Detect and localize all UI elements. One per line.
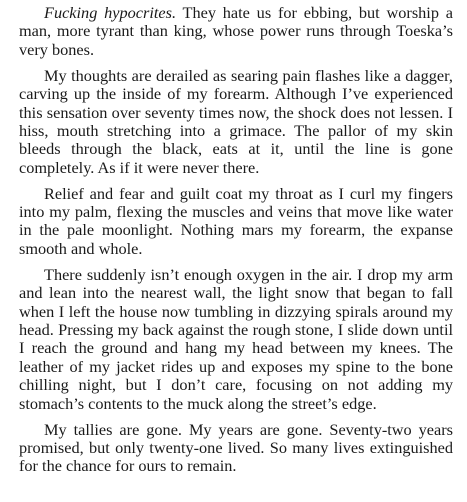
paragraph-1 xyxy=(19,4,453,59)
paragraph-3 xyxy=(19,185,453,259)
paragraph-4 xyxy=(19,266,453,413)
italic-lead: Fucking hypocrites. xyxy=(44,3,177,22)
paragraph-2 xyxy=(19,67,453,177)
paragraph-text: There suddenly isn’t enough oxygen in the air. I drop my arm and lean into the nearest wall, the light snow that began to fall when I left the house now tumbling in dizzying spirals around my head. Pressing my back against the rough stone, I slide down until I reach the ground and hang my head between my knees. The leather of my jacket rides up and exposes my spine to the bone chilling night, but I don’t care, focusing on not adding my stomach’s contents to the muck along the street’s edge. xyxy=(19,264,453,413)
paragraph-text: My thoughts are derailed as searing pain flashes like a dagger, carving up the inside of my forearm. Although I’ve experienced this sensation over seventy times now, the shock does not lessen. I hiss, mouth stretching into a grimace. The pallor of my skin bleeds through the black, eats at it, until the line is gone completely. As if it were never there. xyxy=(19,65,453,177)
paragraph-text: My tallies are gone. My years are gone. Seventy-two years promised, but only twenty-one lived. So many lives extinguished for the chance for ours to remain. xyxy=(19,419,453,476)
document-page xyxy=(19,4,453,483)
paragraph-text: They hate us for ebbing, but worship a man, more tyrant than king, whose power runs through Toeska’s very bones. xyxy=(19,3,453,59)
paragraph-text: Relief and fear and guilt coat my throat as I curl my fingers into my palm, flexing the muscles and veins that move like water in the pale moonlight. Nothing mars my forearm, the expanse smooth and whole. xyxy=(19,183,453,258)
paragraph-5 xyxy=(19,421,453,476)
